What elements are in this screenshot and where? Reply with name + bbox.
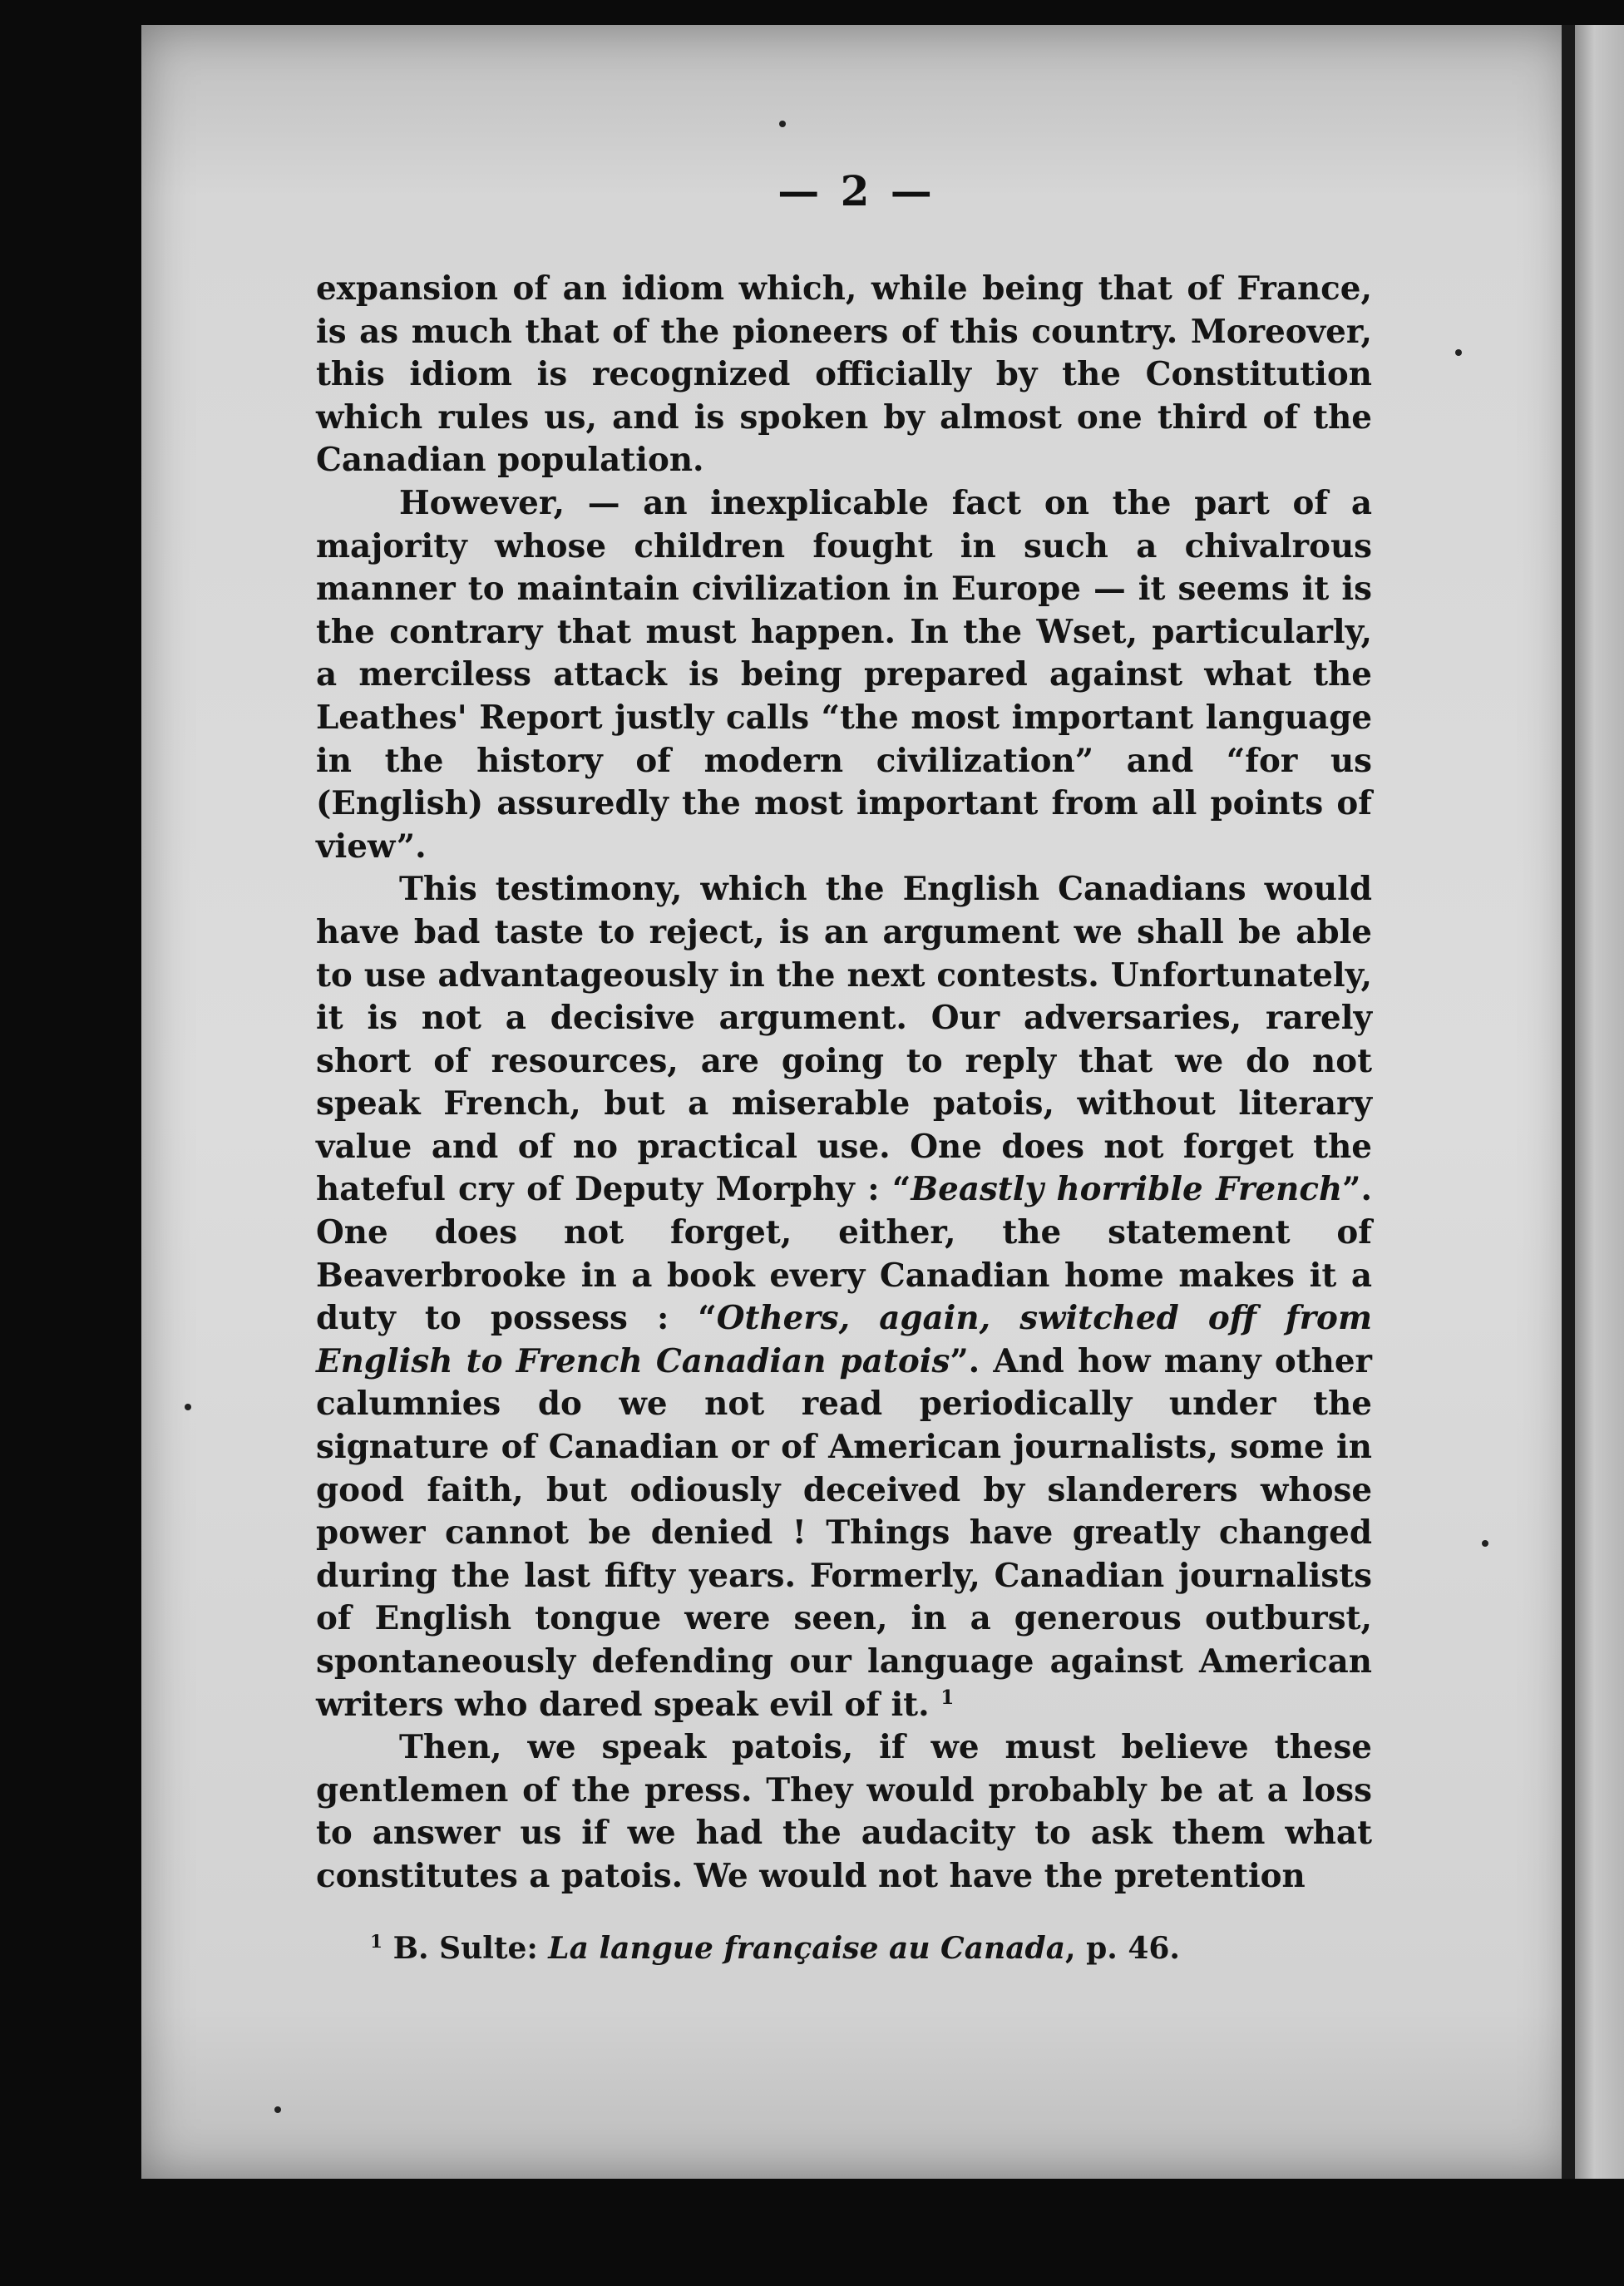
italic-quote: Beastly horrible French: [911, 1171, 1343, 1209]
dust-speck: [779, 121, 786, 127]
italic-quote: Others, again, switched off from English to French Canadian patois: [316, 1300, 1372, 1380]
paragraph-text: However, — an inexplicable fact on the part of a majority whose children fought in such a chivalrous manner to maintain civilization in Europe — it seems it is the contrary that must happen. In the Wset, particularly, a merciless attack is being prepared against what the Leathes' Report justly calls “the most important language in the history of modern civilization” and “for us (English) assuredly the most important from all points of view”.: [316, 484, 1372, 866]
footnote-page: , p. 46.: [1065, 1931, 1180, 1966]
page-number: — 2 —: [777, 166, 935, 215]
footnote-title: La langue française au Canada: [548, 1931, 1066, 1966]
footnote-author: B. Sulte:: [392, 1931, 538, 1966]
adjacent-page-edge: [1574, 25, 1624, 2179]
footnote-reference: 1: [940, 1686, 955, 1709]
paragraph: [316, 1726, 1372, 1898]
paragraph-text: Then, we speak patois, if we must believe these gentlemen of the press. They would probably be at a loss to answer us if we had the audacity to ask them what constitutes a patois. We would not have the pretention: [316, 1729, 1372, 1895]
body-text: [316, 268, 1372, 1898]
dust-speck: [185, 1404, 191, 1410]
dust-speck: [1455, 349, 1462, 356]
paragraph: [316, 268, 1372, 482]
paragraph-text: ”. And how many other calumnies do we not read periodically under the signature of Canadian or of American journalists, some in good faith, but odiously deceived by slanderers whose power cannot be denied ! Things have greatly changed during the last fifty years. Formerly, Canadian journalists of English tongue were seen, in a generous outburst, spontaneously defending our language against American writers who dared speak evil of it.: [316, 1342, 1372, 1724]
paragraph-text: ”. One does not forget, either, the statement of Beaverbrooke in a book every Canadian home makes it a duty to possess : “: [316, 1171, 1372, 1338]
page-gutter: [1562, 25, 1575, 2179]
footnote: [370, 1931, 1180, 1966]
paragraph-text: This testimony, which the English Canadians would have bad taste to reject, is an argument we shall be able to use advantageously in the next contests. Unfortunately, it is not a decisive argument. Our adversaries, rarely short of resources, are going to reply that we do not speak French, but a miserable patois, without literary value and of no practical use. One does not forget the hateful cry of Deputy Morphy : “: [316, 871, 1372, 1209]
paragraph: [316, 482, 1372, 868]
footnote-marker: 1: [370, 1932, 383, 1953]
paragraph: [316, 868, 1372, 1726]
dust-speck: [274, 2106, 281, 2113]
paragraph-text: expansion of an idiom which, while being that of France, is as much that of the pioneers of this country. Moreover, this idiom is recognized officially by the Constitution which rules us, and is spoken by almost one third of the Canadian population.: [316, 270, 1372, 480]
dust-speck: [1482, 1540, 1488, 1547]
